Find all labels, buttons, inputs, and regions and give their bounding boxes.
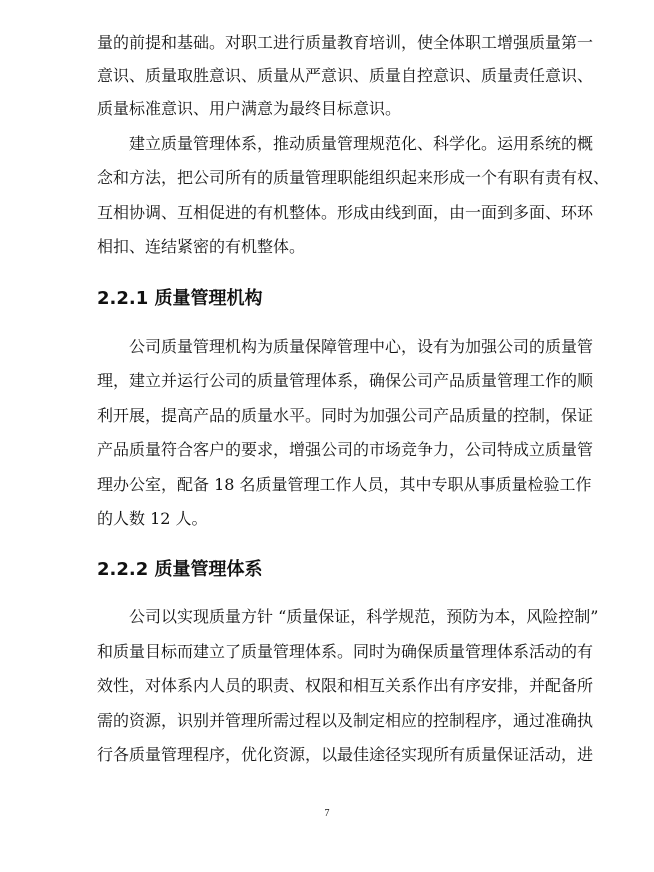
- text-line: 意识、质量取胜意识、质量从严意识、质量自控意识、质量责任意识、: [97, 66, 594, 85]
- text-line: 利开展，提高产品的质量水平。同时为加强公司产品质量的控制，保证: [97, 406, 594, 425]
- section-heading: 2.2.1 质量管理机构: [97, 288, 263, 309]
- text-line: 公司质量管理机构为质量保障管理中心，设有为加强公司的质量管: [129, 337, 594, 356]
- text-line: 和质量目标而建立了质量管理体系。同时为确保质量管理体系活动的有: [97, 642, 594, 661]
- text-line: 理，建立并运行公司的质量管理体系，确保公司产品质量管理工作的顺: [97, 371, 594, 390]
- text-line: 量的前提和基础。对职工进行质量教育培训，使全体职工增强质量第一: [97, 33, 594, 52]
- text-line: 的人数 12 人。: [97, 509, 208, 528]
- text-line: 需的资源，识别并管理所需过程以及制定相应的控制程序，通过准确执: [97, 711, 594, 730]
- text-line: 理办公室，配备 18 名质量管理工作人员，其中专职从事质量检验工作: [97, 475, 592, 494]
- text-line: 相扣、连结紧密的有机整体。: [97, 237, 306, 256]
- text-line: 公司以实现质量方针 “质量保证，科学规范，预防为本，风险控制”: [129, 607, 599, 626]
- page-number: 7: [324, 808, 330, 819]
- text-line: 产品质量符合客户的要求，增强公司的市场竞争力，公司特成立质量管: [97, 440, 594, 459]
- text-line: 质量标准意识、用户满意为最终目标意识。: [97, 99, 402, 118]
- text-line: 行各质量管理程序，优化资源，以最佳途径实现所有质量保证活动，进: [97, 745, 594, 764]
- text-line: 互相协调、互相促进的有机整体。形成由线到面，由一面到多面、环环: [97, 203, 594, 222]
- section-heading: 2.2.2 质量管理体系: [97, 559, 263, 580]
- text-line: 念和方法，把公司所有的质量管理职能组织起来形成一个有职有责有权、: [97, 168, 610, 187]
- text-line: 效性，对体系内人员的职责、权限和相互关系作出有序安排，并配备所: [97, 676, 594, 695]
- text-line: 建立质量管理体系，推动质量管理规范化、科学化。运用系统的概: [129, 134, 594, 153]
